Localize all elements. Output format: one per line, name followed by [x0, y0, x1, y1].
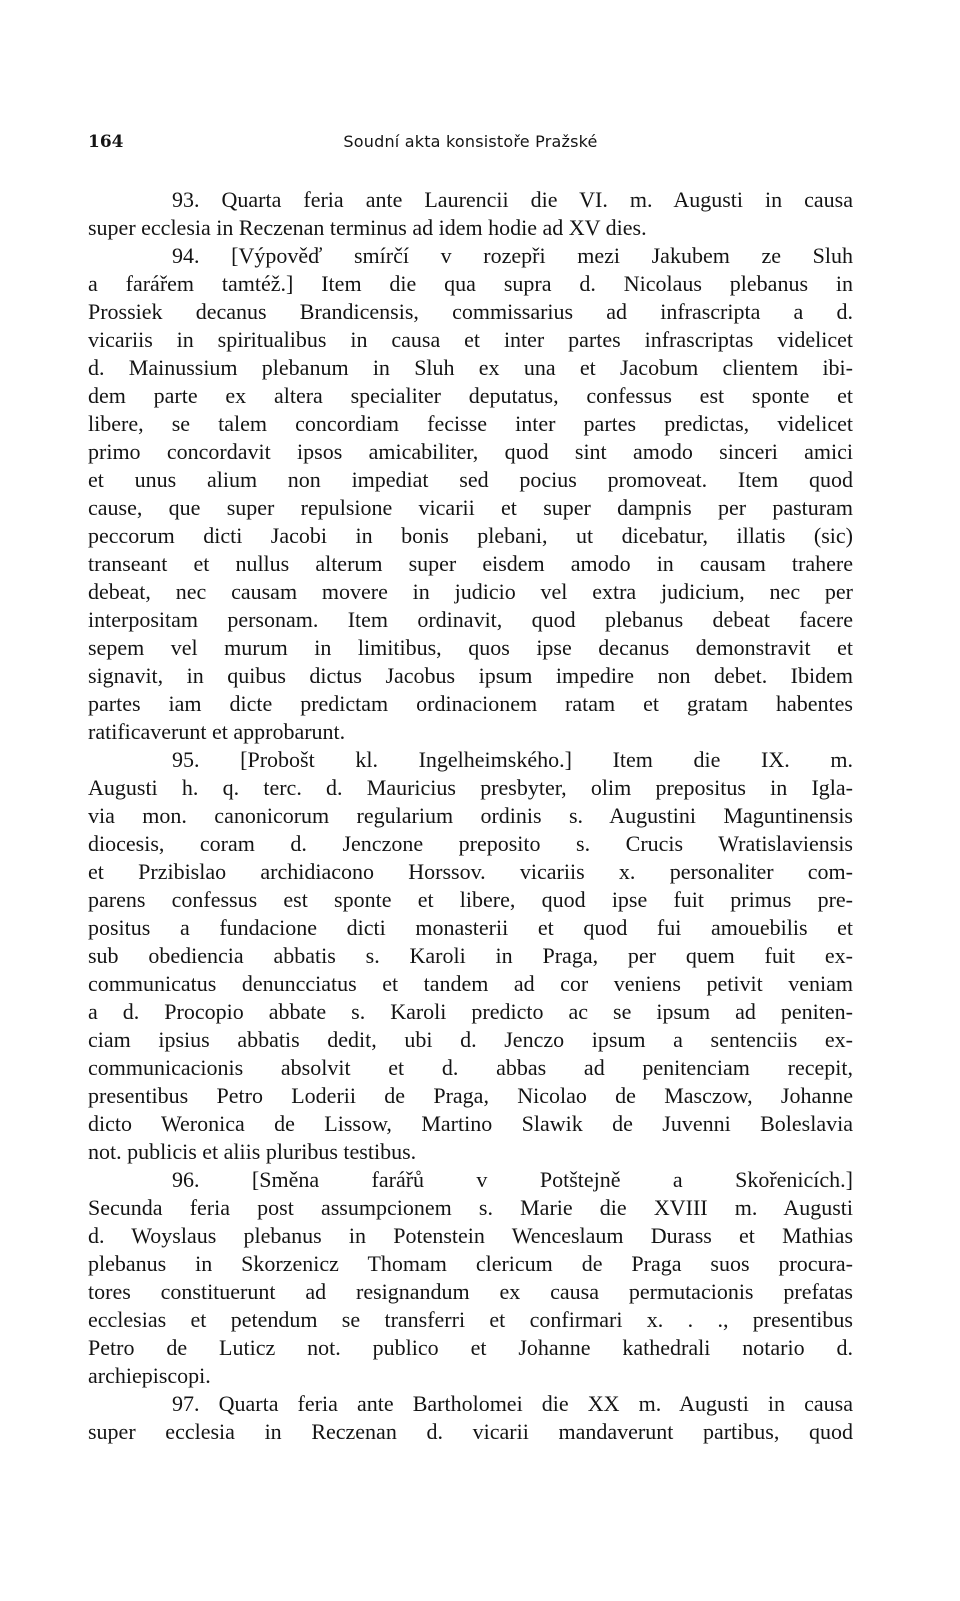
text-line: 95. [Probošt kl. Ingelheimského.] Item die IX. m. [172, 747, 853, 772]
body-text [88, 186, 853, 1446]
text-line: ciam ipsius abbatis dedit, ubi d. Jenczo ipsum a sentenciis ex- [88, 1027, 853, 1052]
text-line: dicto Weronica de Lissow, Martino Slawik de Juvenni Boleslavia [88, 1111, 853, 1136]
running-title: Soudní akta konsistoře Pražské [343, 132, 598, 151]
text-line: partes iam dicte predictam ordinacionem ratam et gratam habentes [88, 691, 853, 716]
text-line: peccorum dicti Jacobi in bonis plebani, ut dicebatur, illatis (sic) [88, 523, 853, 548]
text-line: cause, que super repulsione vicarii et super dampnis per pasturam [88, 495, 853, 520]
text-line: communicacionis absolvit et d. abbas ad penitenciam recepit, [88, 1055, 853, 1080]
text-line: communicatus denuncciatus et tandem ad cor veniens petivit veniam [88, 971, 853, 996]
text-line: a d. Procopio abbate s. Karoli predicto ac se ipsum ad peniten- [88, 999, 853, 1024]
text-line: Augusti h. q. terc. d. Mauricius presbyter, olim prepositus in Igla- [88, 775, 853, 800]
text-line: 93. Quarta feria ante Laurencii die VI. m. Augusti in causa [172, 187, 853, 212]
text-line: d. Mainussium plebanum in Sluh ex una et Jacobum clientem ibi- [88, 355, 853, 380]
running-head [88, 132, 853, 154]
text-line: sub obediencia abbatis s. Karoli in Praga, per quem fuit ex- [88, 943, 853, 968]
text-line: transeant et nullus alterum super eisdem amodo in causam trahere [88, 551, 853, 576]
text-line: et unus alium non impediat sed pocius promoveat. Item quod [88, 467, 853, 492]
text-line: not. publicis et aliis pluribus testibus. [88, 1139, 417, 1164]
text-line: 96. [Směna farářů v Potštejně a Skořenicích.] [172, 1167, 853, 1192]
text-line: presentibus Petro Loderii de Praga, Nicolao de Masczow, Johanne [88, 1083, 853, 1108]
text-line: Prossiek decanus Brandicensis, commissarius ad infrascripta a d. [88, 299, 853, 324]
text-line: 97. Quarta feria ante Bartholomei die XX m. Augusti in causa [172, 1391, 853, 1416]
text-line: via mon. canonicorum regularium ordinis s. Augustini Maguntinensis [88, 803, 853, 828]
text-line: diocesis, coram d. Jenczone preposito s. Crucis Wratislaviensis [88, 831, 853, 856]
text-line: dem parte ex altera specialiter deputatus, confessus est sponte et [88, 383, 853, 408]
text-line: debeat, nec causam movere in judicio vel extra judicium, nec per [88, 579, 853, 604]
text-line: super ecclesia in Reczenan d. vicarii mandaverunt partibus, quod [88, 1419, 853, 1444]
text-line: interpositam personam. Item ordinavit, quod plebanus debeat facere [88, 607, 853, 632]
text-line: Secunda feria post assumpcionem s. Marie die XVIII m. Augusti [88, 1195, 853, 1220]
text-line: a farářem tamtéž.] Item die qua supra d. Nicolaus plebanus in [88, 271, 853, 296]
text-line: libere, se talem concordiam fecisse inter partes predictas, videlicet [88, 411, 853, 436]
text-line: tores constituerunt ad resignandum ex causa permutacionis prefatas [88, 1279, 853, 1304]
text-line: signavit, in quibus dictus Jacobus ipsum impedire non debet. Ibidem [88, 663, 853, 688]
text-line: d. Woyslaus plebanus in Potenstein Wenceslaum Durass et Mathias [88, 1223, 853, 1248]
text-line: positus a fundacione dicti monasterii et quod fui amouebilis et [88, 915, 853, 940]
text-line: ratificaverunt et approbarunt. [88, 719, 346, 744]
text-line: archiepiscopi. [88, 1363, 211, 1388]
text-line: et Przibislao archidiacono Horssov. vicariis x. personaliter com- [88, 859, 853, 884]
text-line: parens confessus est sponte et libere, quod ipse fuit primus pre- [88, 887, 853, 912]
text-line: Petro de Luticz not. publico et Johanne kathedrali notario d. [88, 1335, 853, 1360]
text-line: primo concordavit ipsos amicabiliter, quod sint amodo sinceri amici [88, 439, 853, 464]
text-line: plebanus in Skorzenicz Thomam clericum de Praga suos procura- [88, 1251, 853, 1276]
page-number: 164 [88, 132, 124, 152]
text-line: 94. [Výpověď smírčí v rozepři mezi Jakubem ze Sluh [172, 243, 853, 268]
text-line: super ecclesia in Reczenan terminus ad idem hodie ad XV dies. [88, 215, 647, 240]
text-line: ecclesias et petendum se transferri et confirmari x. . ., presentibus [88, 1307, 853, 1332]
text-line: sepem vel murum in limitibus, quos ipse decanus demonstravit et [88, 635, 853, 660]
text-line: vicariis in spiritualibus in causa et inter partes infrascriptas videlicet [88, 327, 853, 352]
